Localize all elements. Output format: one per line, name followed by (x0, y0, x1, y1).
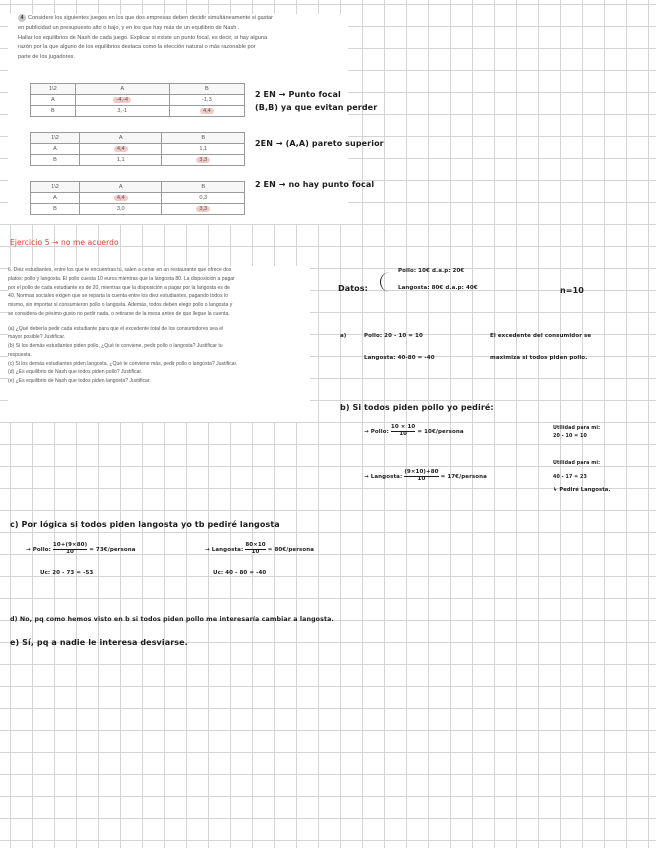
answer-b-decision: ↳ Pediré Langosta. (553, 487, 611, 493)
answer-a-langosta: Langosta: 40-80 = -40 (364, 355, 435, 361)
answer-b-pollo-result: = 10€/persona (417, 428, 464, 435)
nash-equilibrium-highlight: 4,4 (114, 195, 128, 201)
note-table-3: 2 EN → no hay punto focal (255, 180, 375, 189)
game-table-3 (30, 181, 245, 215)
fraction-numerator: 80×10 (245, 542, 266, 548)
problem-6-question: (e) ¿Es equilibrio de Nash que todos piden langosta? Justificar. (8, 378, 151, 384)
table-header-cell: B (169, 84, 244, 95)
answer-b-pollo (364, 425, 464, 438)
answer-c-langosta-result: = 80€/persona (267, 546, 315, 553)
question-number-badge: 4 (18, 14, 26, 22)
nash-equilibrium-highlight: -4,-4 (113, 97, 131, 103)
answer-e: e) Sí, pq a nadie le interesa desviarse. (10, 638, 188, 647)
payoff-cell: 3,0 (80, 204, 162, 215)
answer-c-langosta-label: → Langosta: (205, 546, 244, 553)
answer-b-utility-pollo-1: Utilidad para mi: (553, 426, 601, 431)
problem-6-line: 40. Normas sociales exigen que se reparta la cuenta entre los diez estudiantes, pagando todos lo (8, 293, 229, 300)
answer-b-langosta-result: = 17€/persona (440, 473, 487, 480)
payoff-cell: 3,-1 (75, 106, 169, 117)
payoff-cell (169, 106, 244, 117)
answer-c-pollo-result: = 73€/persona (89, 546, 136, 553)
payoff-cell (80, 144, 162, 155)
answer-b-pollo-fraction (391, 425, 415, 438)
problem-4-line: Considere los siguientes juegos en los que dos empresas deben decidir simultáneamente si gastar (28, 15, 274, 21)
answer-a-pollo: Pollo: 20 - 10 = 10 (364, 333, 423, 339)
payoff-cell: 1,1 (162, 144, 245, 155)
problem-4-line: Hallar los equilibrios de Nash de cada juego. Explicar si existe un punto focal, es decir, si hay alguna (18, 34, 268, 41)
answer-b-pollo-label: → Pollo: (364, 428, 389, 435)
fraction-denominator: 10 (66, 548, 74, 555)
payoff-cell (75, 95, 169, 106)
answer-c-title: c) Por lógica si todos piden langosta yo tb pediré langosta (10, 520, 280, 529)
problem-4-line: razón por la que alguno de los equilibrios destaca como la elección natural o más razonable por (18, 44, 256, 51)
fraction-denominator: 10 (251, 548, 260, 555)
datos-pollo: Pollo: 10€ d.a.p: 20€ (398, 268, 465, 274)
nash-equilibrium-highlight: 3,3 (196, 206, 210, 212)
answer-d: d) No, pq como hemos visto en b si todos piden pollo me interesaría cambiar a langosta. (10, 616, 334, 623)
row-label-cell: A (31, 95, 76, 106)
game-table-1 (30, 83, 245, 117)
answer-a-label: a) (340, 333, 347, 339)
answer-b-langosta (364, 470, 487, 483)
answer-b-title: b) Si todos piden pollo yo pediré: (340, 403, 494, 412)
fraction-numerator: (9×10)+80 (404, 469, 439, 475)
problem-6-question: respuesta. (8, 351, 32, 358)
answer-b-langosta-label: → Langosta: (364, 473, 403, 480)
table-header-cell: A (80, 133, 162, 144)
fraction-numerator: 10+(9×80) (52, 542, 88, 548)
fraction-denominator: 10 (399, 430, 408, 437)
table-header-cell: B (162, 133, 245, 144)
payoff-cell (80, 193, 162, 204)
problem-6-line: por el pollo de cada estudiante es de 20, mientras que la disposición a pagar por la langosta es de (8, 284, 231, 291)
payoff-cell: -1,3 (169, 95, 244, 106)
answer-c-pollo (26, 543, 136, 556)
exercise-5-note: Ejercicio 5 → no me acuerdo (10, 238, 119, 247)
note-table-1-line-2: (B,B) ya que evitan perder (255, 103, 378, 112)
table-header-cell: B (162, 182, 245, 193)
table-header-cell: 1\2 (31, 133, 80, 144)
answer-c-langosta-fraction (245, 543, 265, 556)
brace-shape (380, 272, 393, 292)
answer-b-utility-pollo-2: 20 - 10 = 10 (553, 434, 587, 439)
table-header-cell: A (75, 84, 169, 95)
problem-6-question: mayor posible? Justificar. (8, 334, 66, 341)
problem-6-question: (c) Si los demás estudiantes piden langosta, ¿Qué te conviene más, pedir pollo o langosta? Justificar. (8, 360, 238, 367)
fraction-numerator: 10 × 10 (390, 424, 416, 430)
note-table-1-line-1: 2 EN → Punto focal (255, 90, 341, 99)
payoff-cell: 1,1 (80, 155, 162, 166)
problem-4-line: parte de los jugadores. (18, 54, 75, 61)
datos-langosta: Langosta: 80€ d.a.p: 40€ (398, 285, 478, 291)
row-label-cell: B (31, 155, 80, 166)
note-table-2: 2EN → (A,A) pareto superior (255, 139, 384, 148)
payoff-cell: 0,3 (162, 193, 245, 204)
answer-b-langosta-fraction (404, 470, 438, 483)
nash-equilibrium-highlight: 4,4 (114, 146, 128, 152)
answer-c-utility-pollo: Uc: 20 - 73 = -53 (40, 570, 94, 576)
problem-4-line: en publicidad un presupuesto alto o bajo, y en los que hay más de un equilibrio de Nash . (18, 24, 240, 31)
answer-a-explanation-2: maximiza si todos piden pollo. (490, 355, 588, 361)
table-header-cell: 1\2 (31, 182, 80, 193)
row-label-cell: B (31, 204, 80, 215)
table-header-cell: A (80, 182, 162, 193)
answer-c-utility-langosta: Uc: 40 - 80 = -40 (213, 570, 267, 576)
nash-equilibrium-highlight: 3,3 (196, 157, 210, 163)
answer-c-langosta (205, 543, 314, 556)
payoff-cell (162, 155, 245, 166)
row-label-cell: B (31, 106, 76, 117)
payoff-cell (162, 204, 245, 215)
game-table-2 (30, 132, 245, 166)
row-label-cell: A (31, 193, 80, 204)
fraction-denominator: 10 (417, 475, 426, 482)
problem-6-line: mismo, sin importar si consumieron pollo o langosta. Además, todos deben elegir pollo o langosta y (8, 302, 233, 308)
answer-c-pollo-label: → Pollo: (26, 546, 51, 553)
problem-6-question: (b) Si los demás estudiantes piden pollo, ¿Qué te conviene, pedir pollo o langosta? Justificar tu (8, 343, 223, 349)
problem-6-question: (a) ¿Qué debería pedir cada estudiante para que el excedente total de los consumidores sea el (8, 325, 224, 332)
problem-6-statement (8, 266, 310, 422)
datos-n: n=10 (560, 286, 584, 295)
answer-b-utility-langosta-2: 40 - 17 = 23 (553, 475, 587, 480)
answer-c-pollo-fraction (53, 543, 87, 556)
problem-6-line: 6. Diez estudiantes, entre los que te encuentras tú, salen a cenar en un restaurante que ofrece dos (8, 267, 232, 273)
nash-equilibrium-highlight: 4,4 (200, 108, 214, 114)
datos-label: Datos: (338, 284, 368, 293)
problem-6-line: se considera de pésimo gusto no pedir nada, o retirarse de la mesa antes de que llegue la cuenta. (8, 310, 230, 317)
problem-6-line: platos: pollo y langosta. El pollo cuesta 10 euros mientras que la langosta 80. La disposición a pagar (8, 275, 235, 282)
problem-6-question: (d) ¿Es equilibrio de Nash que todos piden pollo? Justificar. (8, 369, 143, 376)
answer-b-utility-langosta-1: Utilidad para mi: (553, 461, 601, 466)
answer-a-explanation-1: El excedente del consumidor se (490, 333, 592, 339)
row-label-cell: A (31, 144, 80, 155)
table-header-cell: 1\2 (31, 84, 76, 95)
